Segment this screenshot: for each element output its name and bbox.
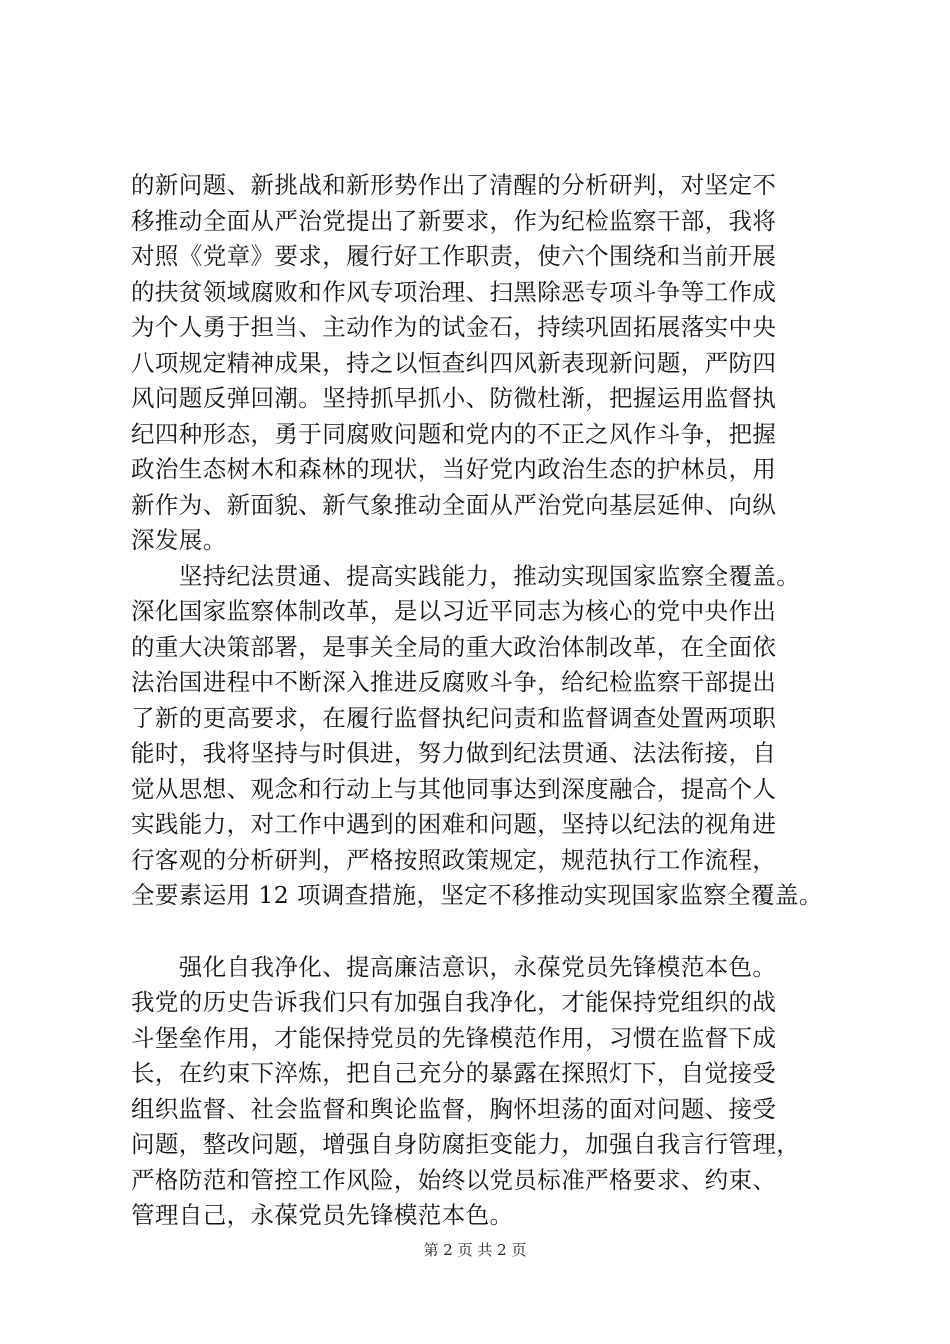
page-number-footer: 第 2 页 共 2 页: [423, 1241, 527, 1259]
text-line: 的新问题、新挑战和新形势作出了清醒的分析研判，对坚定不: [131, 171, 777, 199]
text-line: 严格防范和管控工作风险，始终以党员标准严格要求、约束、: [131, 1165, 777, 1194]
text-line: 的扶贫领域腐败和作风专项治理、扫黑除恶专项斗争等工作成: [131, 277, 777, 306]
text-line: 问题，整改问题，增强自身防腐拒变能力，加强自我言行管理，: [131, 1130, 801, 1158]
text-line: 的重大决策部署，是事关全局的重大政治体制改革，在全面依: [131, 632, 777, 661]
text-line: 新作为、新面貌、新气象推动全面从严治党向基层延伸、向纵: [131, 490, 777, 519]
text-line: 我党的历史告诉我们只有加强自我净化，才能保持党组织的战: [131, 988, 777, 1016]
text-line: 深发展。: [131, 526, 227, 554]
body-text: [131, 168, 851, 1234]
text-line: 纪四种形态，勇于同腐败问题和党内的不正之风作斗争，把握: [131, 419, 777, 448]
text-line: 管理自己，永葆党员先锋模范本色。: [131, 1201, 514, 1229]
text-line: 长，在约束下淬炼，把自己充分的暴露在探照灯下，自觉接受: [131, 1059, 777, 1087]
text-line: 对照《党章》要求，履行好工作职责，使六个围绕和当前开展: [131, 242, 777, 270]
text-line: 组织监督、社会监督和舆论监督，胸怀坦荡的面对问题、接受: [131, 1094, 777, 1123]
text-line: 斗堡垒作用，才能保持党员的先锋模范作用，习惯在监督下成: [131, 1023, 777, 1052]
text-line: 了新的更高要求，在履行监督执纪问责和监督调查处置两项职: [131, 703, 777, 732]
text-line: 移推动全面从严治党提出了新要求，作为纪检监察干部，我将: [131, 206, 777, 235]
paragraph-heading: 强化自我净化、提高廉洁意识，永葆党员先锋模范本色。: [131, 952, 777, 981]
text-line: 政治生态树木和森林的现状，当好党内政治生态的护林员，用: [131, 455, 777, 483]
text-line: 法治国进程中不断深入推进反腐败斗争，给纪检监察干部提出: [131, 668, 777, 696]
text-line: 深化国家监察体制改革，是以习近平同志为核心的党中央作出: [131, 597, 777, 625]
text-line: 觉从思想、观念和行动上与其他同事达到深度融合，提高个人: [131, 774, 777, 803]
text-line: 实践能力，对工作中遇到的困难和问题，坚持以纪法的视角进: [131, 810, 777, 838]
text-line: 能时，我将坚持与时俱进，努力做到纪法贯通、法法衔接，自: [131, 739, 777, 767]
paragraph-heading: 坚持纪法贯通、提高实践能力，推动实现国家监察全覆盖。: [131, 561, 801, 590]
text-line: 八项规定精神成果，持之以恒查纠四风新表现新问题，严防四: [131, 348, 777, 377]
text-line: 为个人勇于担当、主动作为的试金石，持续巩固拓展落实中央: [131, 313, 777, 341]
blank-line: [131, 914, 851, 950]
text-line: 全要素运用 12 项调查措施，坚定不移推动实现国家监察全覆盖。: [131, 881, 823, 909]
text-line: 风问题反弹回潮。坚持抓早抓小、防微杜渐，把握运用监督执: [131, 384, 777, 412]
text-line: 行客观的分析研判，严格按照政策规定，规范执行工作流程，: [131, 845, 777, 874]
